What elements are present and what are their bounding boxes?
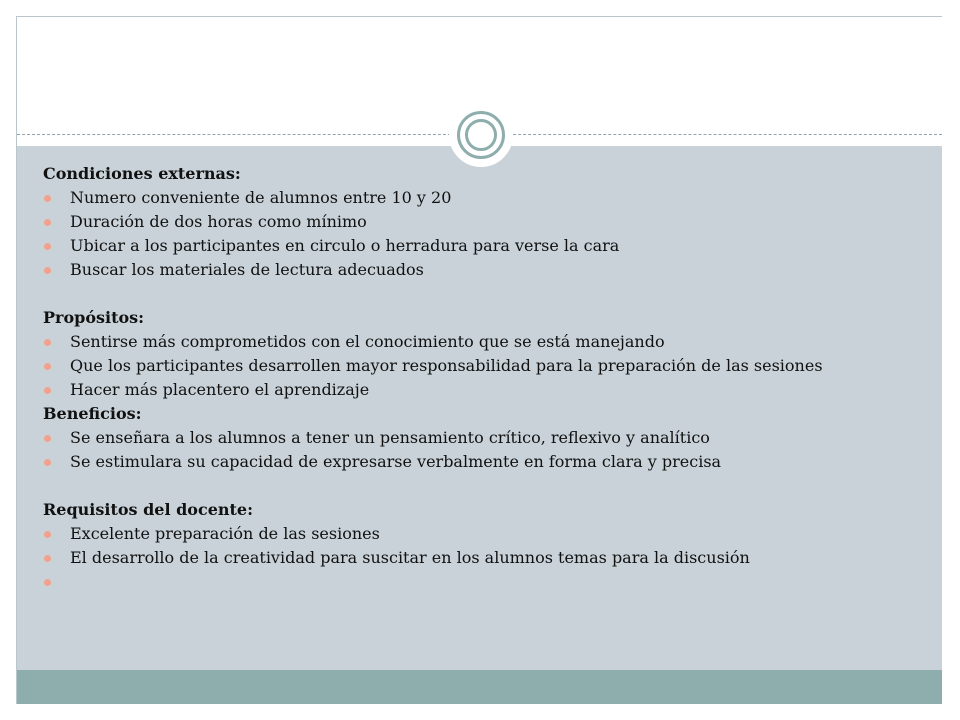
- bullet-icon: [44, 555, 51, 562]
- list-item: [43, 258, 923, 282]
- list-item-text: Buscar los materiales de lectura adecuados: [70, 260, 424, 279]
- list-item-text: Se enseñara a los alumnos a tener un pensamiento crítico, reflexivo y analítico: [70, 428, 710, 447]
- list-item: [43, 450, 923, 474]
- list-item: [43, 186, 923, 210]
- list-item: [43, 570, 923, 594]
- bullet-icon: [44, 195, 51, 202]
- section-heading: Requisitos del docente:: [43, 500, 254, 519]
- list-item: [43, 234, 923, 258]
- bullet-list: [43, 330, 923, 402]
- list-item: [43, 522, 923, 546]
- bullet-icon: [44, 435, 51, 442]
- list-item-text: Excelente preparación de las sesiones: [70, 524, 380, 543]
- section-heading: Beneficios:: [43, 404, 142, 423]
- ring-outer-circle: [457, 111, 505, 159]
- bullet-icon: [44, 531, 51, 538]
- list-item: [43, 330, 923, 354]
- bullet-icon: [44, 387, 51, 394]
- list-item-text: Duración de dos horas como mínimo: [70, 212, 367, 231]
- bullet-list: [43, 186, 923, 282]
- list-item-text: Hacer más placentero el aprendizaje: [70, 380, 370, 399]
- bullet-icon: [44, 579, 51, 586]
- list-item-text: El desarrollo de la creatividad para suscitar en los alumnos temas para la discusión: [70, 548, 750, 567]
- bullet-list: [43, 426, 923, 474]
- ring-inner-circle: [465, 119, 497, 151]
- list-item-text: Que los participantes desarrollen mayor responsabilidad para la preparación de las sesiones: [70, 356, 823, 375]
- section-heading: Condiciones externas:: [43, 164, 241, 183]
- list-item: [43, 354, 923, 378]
- list-item: [43, 426, 923, 450]
- footer-band: [17, 670, 942, 704]
- bullet-icon: [44, 219, 51, 226]
- bullet-icon: [44, 339, 51, 346]
- list-item: [43, 546, 923, 570]
- bullet-icon: [44, 363, 51, 370]
- list-item: [43, 210, 923, 234]
- list-item-text: Ubicar a los participantes en circulo o herradura para verse la cara: [70, 236, 620, 255]
- list-item-text: Se estimulara su capacidad de expresarse verbalmente en forma clara y precisa: [70, 452, 722, 471]
- bullet-icon: [44, 267, 51, 274]
- ring-ornament-icon: [449, 103, 513, 167]
- slide-body: [43, 162, 923, 594]
- section-heading: Propósitos:: [43, 308, 145, 327]
- bullet-list: [43, 522, 923, 594]
- bullet-icon: [44, 243, 51, 250]
- bullet-icon: [44, 459, 51, 466]
- list-item-text: Numero conveniente de alumnos entre 10 y 20: [70, 188, 452, 207]
- list-item-text: Sentirse más comprometidos con el conocimiento que se está manejando: [70, 332, 665, 351]
- list-item: [43, 378, 923, 402]
